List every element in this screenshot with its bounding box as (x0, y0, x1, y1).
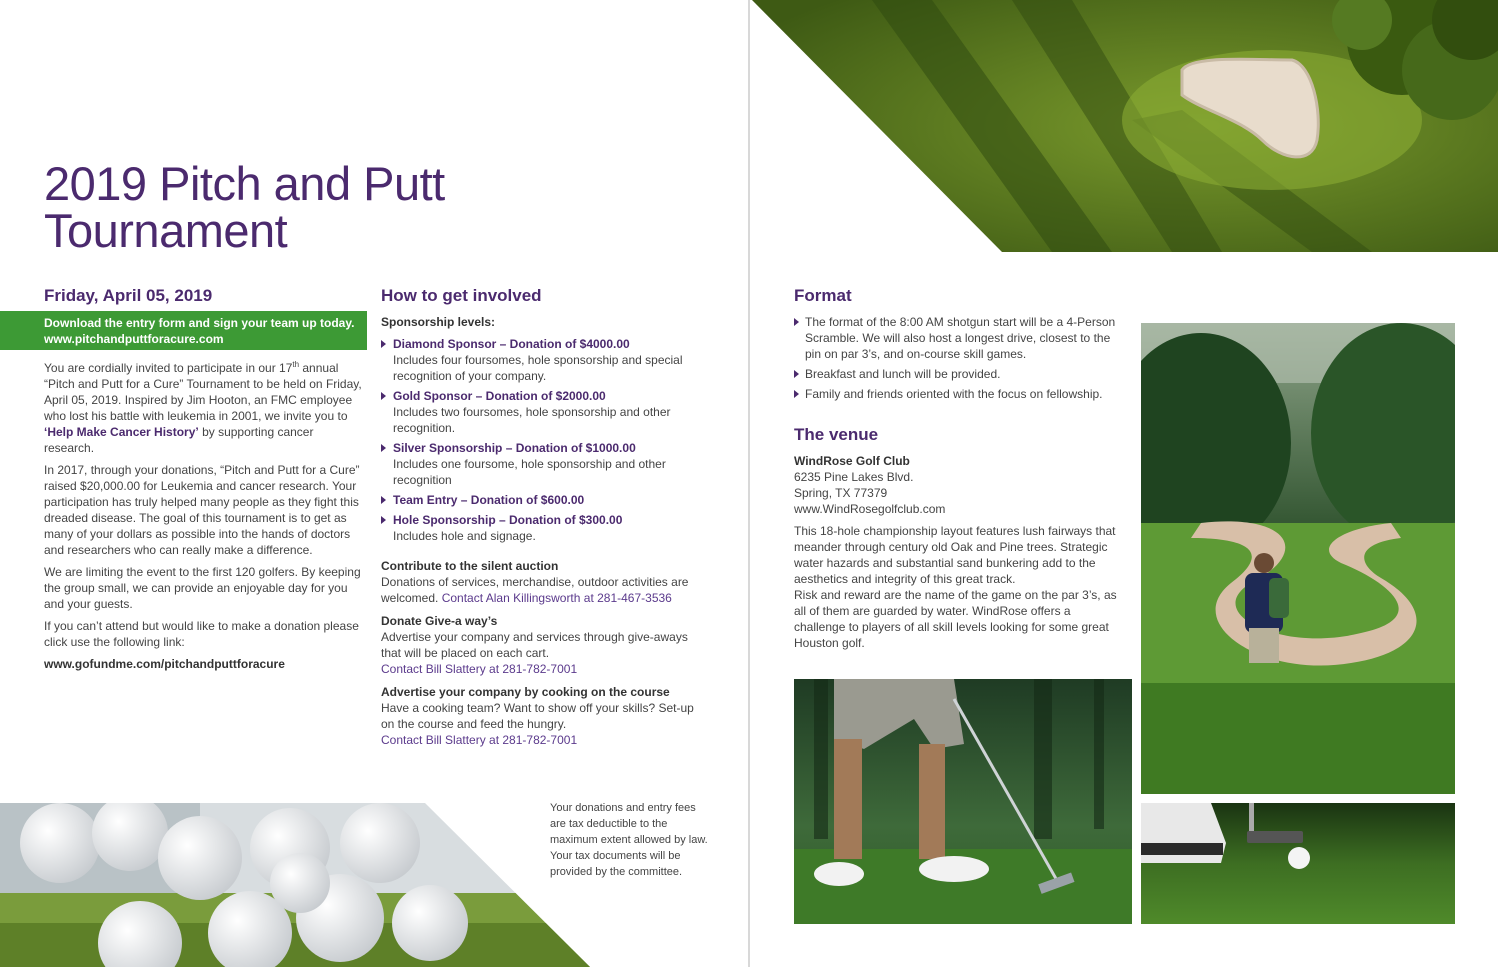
aerial-course-photo (752, 0, 1498, 252)
golf-balls-photo (0, 803, 590, 967)
sponsor-level-silver: Silver Sponsorship – Donation of $1000.00 Includes one foursome, hole sponsorship and other recognition (381, 440, 701, 488)
sponsor-level-gold: Gold Sponsor – Donation of $2000.00 Includes two foursomes, hole sponsorship and other recognition. (381, 388, 701, 436)
giveaway-section: Donate Give-a way’s Advertise your company and services through give-aways that will be placed on each cart. Contact Bill Slattery at 281-782-7001 (381, 613, 701, 677)
page-divider (748, 0, 750, 967)
putter-ball-photo (1141, 803, 1455, 924)
bullet-arrow-icon (381, 496, 386, 504)
silent-auction: Contribute to the silent auction Donations of services, merchandise, outdoor activities are welcomed. Contact Alan Killingsworth at 281-467-3536 (381, 559, 689, 605)
page-title: 2019 Pitch and Putt Tournament (44, 157, 445, 257)
format-list (794, 314, 1124, 406)
venue-description-1: This 18-hole championship layout features lush fairways that meander through century old Oak and Pine trees. Strategic water hazards and substantial sand bunkering add to the aesthetics and integrity of this great track. (794, 524, 1116, 586)
venue-heading: The venue (794, 425, 879, 444)
giveaway-contact-link[interactable]: Contact Bill Slattery at 281-782-7001 (381, 662, 578, 676)
bullet-arrow-icon (794, 390, 799, 398)
entry-banner[interactable] (0, 311, 367, 350)
bullet-arrow-icon (794, 370, 799, 378)
bullet-arrow-icon (381, 340, 386, 348)
bullet-arrow-icon (381, 444, 386, 452)
involved-section (381, 314, 701, 748)
venue-description-2: Risk and reward are the name of the game on the par 3’s, as all of them are guarded by water. WindRose offers a challenge to players of all skill levels looking for some great Houston golf. (794, 588, 1117, 650)
sponsor-level-team: Team Entry – Donation of $600.00 (381, 492, 701, 508)
sponsor-level-diamond: Diamond Sponsor – Donation of $4000.00 Includes four foursomes, hole sponsorship and special recognition of your company. (381, 336, 701, 384)
venue-website[interactable]: www.WindRosegolfclub.com (794, 502, 946, 516)
cancer-history-link[interactable]: ‘Help Make Cancer History’ (44, 425, 199, 439)
date-heading: Friday, April 05, 2019 (44, 286, 213, 305)
bullet-arrow-icon (381, 516, 386, 524)
venue-section (794, 453, 1124, 651)
intro-paragraph-4: If you can’t attend but would like to make a donation please click use the following link: (44, 619, 359, 649)
venue-address-2: Spring, TX 77379 (794, 486, 888, 500)
donate-link[interactable]: www.gofundme.com/pitchandputtforacure (44, 657, 285, 671)
intro-text (44, 360, 366, 678)
format-item: Family and friends oriented with the focus on fellowship. (794, 386, 1124, 402)
intro-paragraph-3: We are limiting the event to the first 120 golfers. By keeping the group small, we can provide an enjoyable day for you and your guests. (44, 565, 361, 611)
bullet-arrow-icon (381, 392, 386, 400)
entry-banner-link[interactable]: www.pitchandputtforacure.com (44, 332, 224, 346)
venue-address-1: 6235 Pine Lakes Blvd. (794, 470, 914, 484)
format-item: Breakfast and lunch will be provided. (794, 366, 1124, 382)
sponsorship-levels-label: Sponsorship levels: (381, 315, 496, 329)
sponsor-level-hole: Hole Sponsorship – Donation of $300.00 Includes hole and signage. (381, 512, 701, 544)
involved-heading: How to get involved (381, 286, 542, 305)
entry-banner-text: Download the entry form and sign your team up today. (44, 316, 355, 330)
bullet-arrow-icon (794, 318, 799, 326)
venue-name: WindRose Golf Club (794, 454, 910, 468)
format-item: The format of the 8:00 AM shotgun start will be a 4-Person Scramble. We will also host a longest drive, closest to the pin on par 3’s, and on-course skill games. (794, 314, 1124, 362)
intro-paragraph-1: You are cordially invited to participate in our 17th annual “Pitch and Putt for a Cure” Tournament to be held on Friday, April 05, 2019. Inspired by Jim Hooton, an FMC employee who lost his battle with leukemia in 2001, we invite you to ‘Help Make Cancer History’ by supporting cancer research. (44, 360, 362, 455)
golfer-iron-photo (794, 679, 1132, 924)
tax-note: Your donations and entry fees are tax deductible to the maximum extent allowed by law. Your tax documents will be provided by the committee. (550, 802, 708, 878)
intro-paragraph-2: In 2017, through your donations, “Pitch and Putt for a Cure” raised $20,000.00 for Leukemia and cancer research. Your participation has truly helped many people as they fight this dreaded disease. The goal of this tournament is to get as many of your dollars as possible into the hands of doctors and researchers who can really make a difference. (44, 463, 360, 557)
format-heading: Format (794, 286, 852, 305)
golfer-walking-photo (1141, 323, 1455, 794)
cooking-section: Advertise your company by cooking on the course Have a cooking team? Want to show off your skills? Set-up on the course and feed the hungry. Contact Bill Slattery at 281-782-7001 (381, 684, 701, 748)
cooking-contact-link[interactable]: Contact Bill Slattery at 281-782-7001 (381, 733, 578, 747)
auction-contact-link[interactable]: Contact Alan Killingsworth at 281-467-3536 (441, 591, 672, 605)
